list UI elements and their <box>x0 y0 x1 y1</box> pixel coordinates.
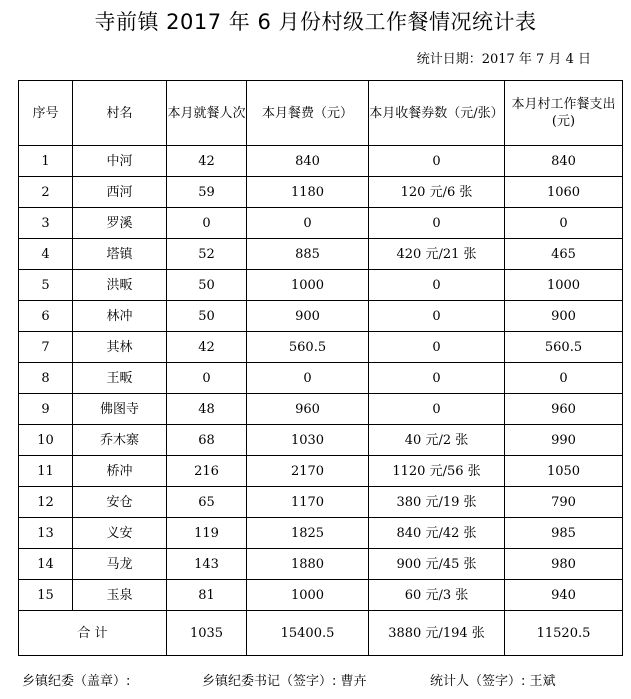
secretary-signature: 乡镇纪委书记（签字）: 曹卉 <box>202 674 367 689</box>
row-persons: 48 <box>167 394 247 425</box>
total-expense: 11520.5 <box>505 611 623 656</box>
total-label: 合 计 <box>19 611 167 656</box>
table-row <box>19 518 623 549</box>
stat-date: 统计日期：2017 年 7 月 4 日 <box>416 52 591 67</box>
row-index: 3 <box>19 208 73 239</box>
row-persons: 59 <box>167 177 247 208</box>
row-fee: 1000 <box>247 580 369 611</box>
committee-stamp-label: 乡镇纪委（盖章）: <box>22 674 131 689</box>
total-fee: 15400.5 <box>247 611 369 656</box>
row-persons: 216 <box>167 456 247 487</box>
row-persons: 42 <box>167 146 247 177</box>
row-expense: 560.5 <box>505 332 623 363</box>
row-index: 10 <box>19 425 73 456</box>
row-index: 7 <box>19 332 73 363</box>
row-expense: 0 <box>505 208 623 239</box>
row-village: 其林 <box>73 332 167 363</box>
row-fee: 900 <box>247 301 369 332</box>
table-row <box>19 549 623 580</box>
row-fee: 1825 <box>247 518 369 549</box>
row-coupons: 0 <box>369 332 505 363</box>
row-index: 2 <box>19 177 73 208</box>
row-coupons: 0 <box>369 146 505 177</box>
header-coupons: 本月收餐券数（元/张） <box>369 81 505 146</box>
row-coupons: 420 元/21 张 <box>369 239 505 270</box>
row-village: 林冲 <box>73 301 167 332</box>
row-coupons: 120 元/6 张 <box>369 177 505 208</box>
row-village: 中河 <box>73 146 167 177</box>
row-persons: 65 <box>167 487 247 518</box>
row-expense: 465 <box>505 239 623 270</box>
row-fee: 960 <box>247 394 369 425</box>
row-persons: 50 <box>167 301 247 332</box>
row-persons: 81 <box>167 580 247 611</box>
header-village: 村名 <box>73 81 167 146</box>
table-row <box>19 487 623 518</box>
row-expense: 940 <box>505 580 623 611</box>
row-persons: 0 <box>167 363 247 394</box>
row-village: 桥冲 <box>73 456 167 487</box>
row-expense: 960 <box>505 394 623 425</box>
table-row <box>19 456 623 487</box>
page-title: 寺前镇 2017 年 6 月份村级工作餐情况统计表 <box>94 10 537 34</box>
row-coupons: 40 元/2 张 <box>369 425 505 456</box>
row-coupons: 60 元/3 张 <box>369 580 505 611</box>
table-row <box>19 177 623 208</box>
row-fee: 1030 <box>247 425 369 456</box>
total-persons: 1035 <box>167 611 247 656</box>
statistician-signature: 统计人（签字）: 王斌 <box>430 674 556 689</box>
table-row <box>19 332 623 363</box>
row-persons: 42 <box>167 332 247 363</box>
row-coupons: 0 <box>369 301 505 332</box>
row-expense: 985 <box>505 518 623 549</box>
row-persons: 50 <box>167 270 247 301</box>
row-expense: 790 <box>505 487 623 518</box>
table-row <box>19 394 623 425</box>
row-coupons: 900 元/45 张 <box>369 549 505 580</box>
row-index: 13 <box>19 518 73 549</box>
table-row <box>19 425 623 456</box>
row-persons: 52 <box>167 239 247 270</box>
header-persons: 本月就餐人次 <box>167 81 247 146</box>
row-village: 义安 <box>73 518 167 549</box>
row-expense: 1050 <box>505 456 623 487</box>
row-village: 乔木寨 <box>73 425 167 456</box>
row-coupons: 380 元/19 张 <box>369 487 505 518</box>
row-fee: 885 <box>247 239 369 270</box>
row-index: 5 <box>19 270 73 301</box>
row-index: 1 <box>19 146 73 177</box>
total-row <box>19 611 623 656</box>
row-village: 安仓 <box>73 487 167 518</box>
row-coupons: 0 <box>369 208 505 239</box>
row-index: 15 <box>19 580 73 611</box>
row-coupons: 0 <box>369 394 505 425</box>
row-fee: 0 <box>247 208 369 239</box>
row-fee: 1180 <box>247 177 369 208</box>
row-village: 佛图寺 <box>73 394 167 425</box>
row-village: 玉泉 <box>73 580 167 611</box>
row-fee: 1000 <box>247 270 369 301</box>
header-row <box>19 81 623 146</box>
header-index: 序号 <box>19 81 73 146</box>
row-persons: 143 <box>167 549 247 580</box>
row-expense: 980 <box>505 549 623 580</box>
row-index: 8 <box>19 363 73 394</box>
table-row <box>19 239 623 270</box>
row-fee: 2170 <box>247 456 369 487</box>
row-coupons: 0 <box>369 363 505 394</box>
table-row <box>19 208 623 239</box>
row-village: 西河 <box>73 177 167 208</box>
row-index: 9 <box>19 394 73 425</box>
table-row <box>19 363 623 394</box>
total-coupons: 3880 元/194 张 <box>369 611 505 656</box>
header-expense: 本月村工作餐支出(元) <box>505 81 623 146</box>
row-coupons: 0 <box>369 270 505 301</box>
row-fee: 0 <box>247 363 369 394</box>
row-coupons: 840 元/42 张 <box>369 518 505 549</box>
row-fee: 1170 <box>247 487 369 518</box>
row-index: 4 <box>19 239 73 270</box>
table-row <box>19 301 623 332</box>
row-village: 王畈 <box>73 363 167 394</box>
row-expense: 0 <box>505 363 623 394</box>
row-village: 罗溪 <box>73 208 167 239</box>
header-fee: 本月餐费（元） <box>247 81 369 146</box>
row-index: 11 <box>19 456 73 487</box>
row-persons: 68 <box>167 425 247 456</box>
table-row <box>19 270 623 301</box>
table-row <box>19 146 623 177</box>
row-expense: 1060 <box>505 177 623 208</box>
table-row <box>19 580 623 611</box>
row-village: 马龙 <box>73 549 167 580</box>
row-fee: 840 <box>247 146 369 177</box>
row-index: 14 <box>19 549 73 580</box>
row-index: 12 <box>19 487 73 518</box>
row-village: 塔镇 <box>73 239 167 270</box>
row-fee: 560.5 <box>247 332 369 363</box>
statistics-table <box>18 80 623 656</box>
row-fee: 1880 <box>247 549 369 580</box>
row-village: 洪畈 <box>73 270 167 301</box>
row-expense: 840 <box>505 146 623 177</box>
row-coupons: 1120 元/56 张 <box>369 456 505 487</box>
row-index: 6 <box>19 301 73 332</box>
row-expense: 900 <box>505 301 623 332</box>
row-persons: 119 <box>167 518 247 549</box>
row-expense: 990 <box>505 425 623 456</box>
row-persons: 0 <box>167 208 247 239</box>
row-expense: 1000 <box>505 270 623 301</box>
